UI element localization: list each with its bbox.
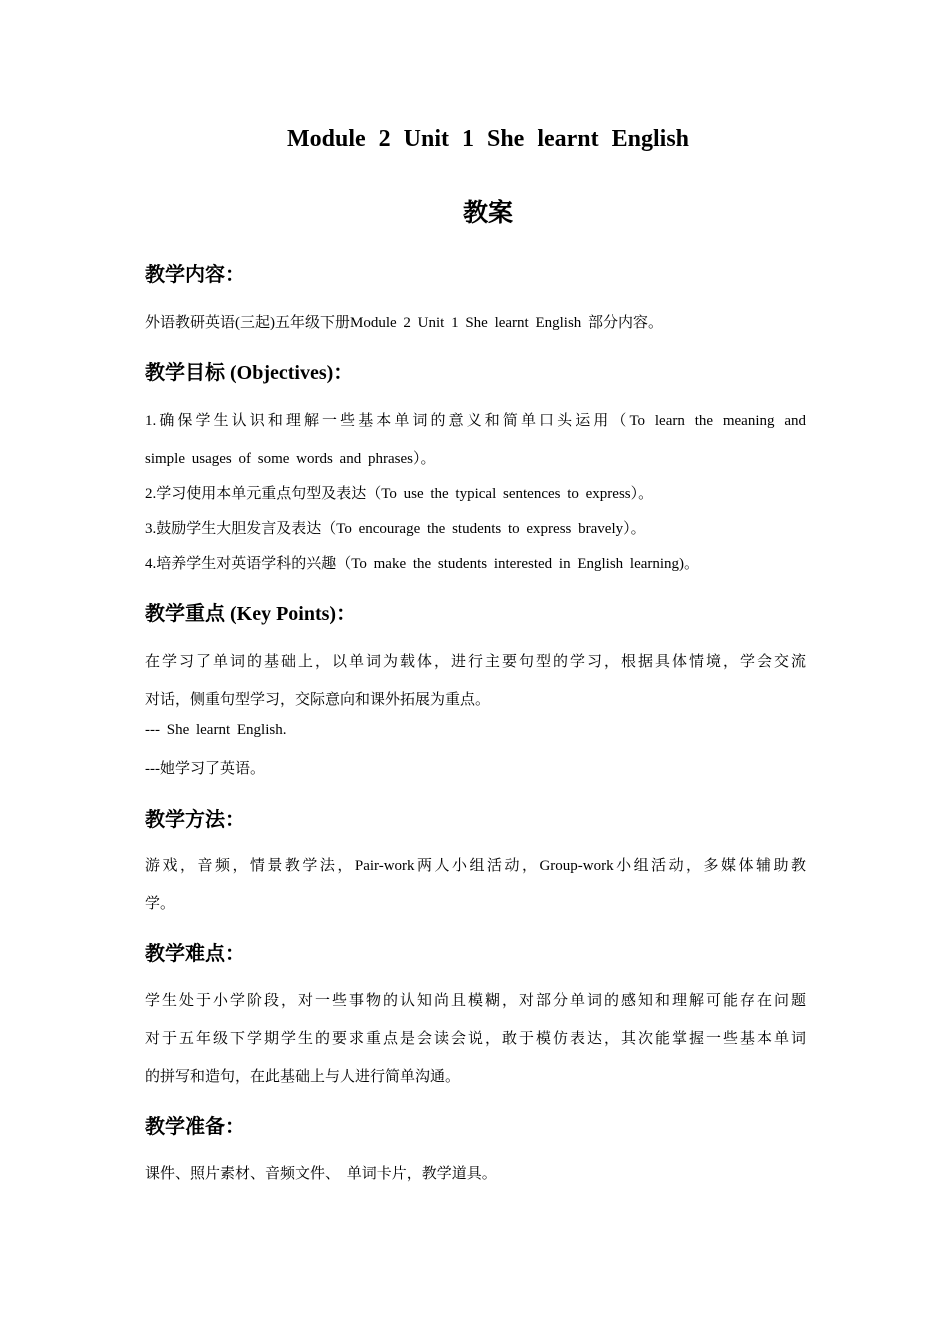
methods-line-1: 游戏，音频，情景教学法，Pair-work两人小组活动，Group-work小组活动，多媒体辅助教 bbox=[145, 858, 806, 874]
objectives-line-4: 3.鼓励学生大胆发言及表达（To encourage the students to express bravely）。 bbox=[145, 521, 646, 537]
preparation-line-1: 课件、照片素材、音频文件、 单词卡片，教学道具。 bbox=[145, 1166, 497, 1182]
section-heading-content: 教学内容： bbox=[145, 264, 245, 286]
key-points-line-1: 在学习了单词的基础上，以单词为载体，进行主要句型的学习，根据具体情境，学会交流 bbox=[145, 654, 806, 670]
objectives-line-2: simple usages of some words and phrases）。 bbox=[145, 451, 436, 467]
section-heading-preparation: 教学准备： bbox=[145, 1116, 245, 1138]
objectives-line-5: 4.培养学生对英语学科的兴趣（To make the students interested in English learning)。 bbox=[145, 556, 700, 572]
document-title: Module 2 Unit 1 She learnt English bbox=[286, 126, 690, 152]
section-heading-key-points: 教学重点 (Key Points)： bbox=[145, 603, 357, 625]
difficulties-line-3: 的拼写和造句，在此基础上与人进行简单沟通。 bbox=[145, 1069, 461, 1085]
content-line-1: 外语教研英语(三起)五年级下册Module 2 Unit 1 She learnt English 部分内容。 bbox=[145, 315, 664, 331]
key-points-line-4: ---她学习了英语。 bbox=[145, 761, 265, 777]
objectives-line-1: 1.确保学生认识和理解一些基本单词的意义和简单口头运用（To learn the meaning and bbox=[145, 413, 806, 429]
section-heading-difficulties: 教学难点： bbox=[145, 943, 245, 965]
document-subtitle: 教案 bbox=[462, 200, 513, 227]
objectives-line-3: 2.学习使用本单元重点句型及表达（To use the typical sentences to express）。 bbox=[145, 486, 654, 502]
section-heading-methods: 教学方法： bbox=[145, 809, 245, 831]
key-points-line-2: 对话，侧重句型学习，交际意向和课外拓展为重点。 bbox=[145, 692, 491, 708]
key-points-line-3: --- She learnt English. bbox=[145, 722, 287, 738]
methods-line-2: 学。 bbox=[145, 896, 176, 912]
section-heading-objectives: 教学目标 (Objectives)： bbox=[145, 362, 354, 384]
difficulties-line-1: 学生处于小学阶段，对一些事物的认知尚且模糊，对部分单词的感知和理解可能存在问题 bbox=[145, 993, 806, 1009]
difficulties-line-2: 对于五年级下学期学生的要求重点是会读会说，敢于模仿表达，其次能掌握一些基本单词 bbox=[145, 1031, 806, 1047]
